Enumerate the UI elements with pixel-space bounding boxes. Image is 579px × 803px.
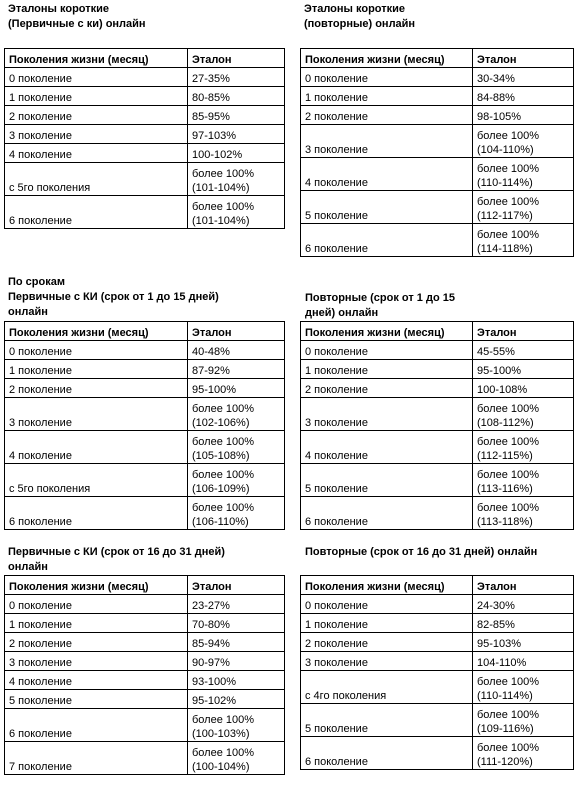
- table-row: [301, 87, 574, 106]
- generation-cell: 3 поколение: [5, 652, 188, 671]
- header-etalon: Эталон: [188, 49, 285, 68]
- etalon-cell: [188, 106, 285, 125]
- etalon-cell: [473, 68, 574, 87]
- generation-cell: с 5го поколения: [5, 163, 188, 196]
- header-etalon: Эталон: [188, 322, 285, 341]
- table-row: [5, 196, 285, 229]
- generation-cell: 5 поколение: [301, 704, 473, 737]
- etalon-value-line: 40-48%: [192, 346, 230, 358]
- etalon-value-line: (100-104%): [192, 761, 250, 773]
- table-row: [5, 497, 285, 530]
- etalon-cell: [473, 464, 574, 497]
- etalon-cell: [188, 87, 285, 106]
- generation-cell: 1 поколение: [301, 360, 473, 379]
- etalon-value-line: 30-34%: [477, 73, 515, 85]
- etalon-cell: [473, 652, 574, 671]
- etalon-cell: [188, 163, 285, 196]
- etalon-cell: [188, 633, 285, 652]
- etalon-cell: [188, 709, 285, 742]
- generation-cell: 1 поколение: [5, 360, 188, 379]
- section-title: [305, 291, 455, 321]
- etalon-value-line: более 100%: [477, 502, 540, 514]
- etalon-cell: [188, 497, 285, 530]
- etalon-value-line: более 100%: [477, 403, 540, 415]
- generation-cell: 3 поколение: [5, 398, 188, 431]
- generation-cell: 6 поколение: [301, 497, 473, 530]
- etalon-value-line: 27-35%: [192, 73, 230, 85]
- generation-cell: 2 поколение: [301, 106, 473, 125]
- etalon-value-line: 24-30%: [477, 600, 515, 612]
- generation-cell: 6 поколение: [301, 737, 473, 770]
- table-row: [5, 163, 285, 196]
- section-title-line: Первичные с КИ (срок от 16 до 31 дней): [8, 546, 225, 558]
- generation-cell: 4 поколение: [301, 158, 473, 191]
- etalon-table: [4, 48, 285, 229]
- etalon-cell: [473, 398, 574, 431]
- generation-cell: 6 поколение: [5, 709, 188, 742]
- etalon-value-line: более 100%: [477, 229, 540, 241]
- etalon-value-line: 104-110%: [477, 657, 527, 669]
- etalon-value-line: 95-100%: [192, 384, 237, 396]
- etalon-cell: [473, 224, 574, 257]
- table-header-row: [301, 322, 574, 341]
- table-row: [301, 379, 574, 398]
- etalon-cell: [188, 125, 285, 144]
- etalon-cell: [473, 191, 574, 224]
- header-etalon: Эталон: [473, 49, 574, 68]
- etalon-cell: [473, 595, 574, 614]
- table-row: [301, 497, 574, 530]
- etalon-cell: [188, 379, 285, 398]
- generation-cell: 5 поколение: [301, 464, 473, 497]
- generation-cell: с 4го поколения: [301, 671, 473, 704]
- etalon-value-line: более 100%: [477, 469, 540, 481]
- etalon-value-line: (110-114%): [477, 177, 533, 189]
- table-row: [5, 595, 285, 614]
- table-row: [301, 737, 574, 770]
- etalon-cell: [473, 704, 574, 737]
- table-row: [301, 671, 574, 704]
- table-row: [301, 398, 574, 431]
- etalon-cell: [473, 158, 574, 191]
- section-title-line: Повторные (срок от 1 до 15: [305, 292, 455, 304]
- etalon-cell: [473, 633, 574, 652]
- etalon-table: [4, 575, 285, 775]
- etalon-value-line: 23-27%: [192, 600, 230, 612]
- etalon-cell: [473, 737, 574, 770]
- table-row: [5, 633, 285, 652]
- table-row: [5, 652, 285, 671]
- table-row: [301, 341, 574, 360]
- table-header-row: [5, 322, 285, 341]
- etalon-value-line: более 100%: [477, 196, 540, 208]
- generation-cell: 1 поколение: [5, 87, 188, 106]
- etalon-value-line: (102-106%): [192, 417, 250, 429]
- etalon-value-line: (101-104%): [192, 215, 250, 227]
- table-row: [5, 690, 285, 709]
- table-row: [5, 341, 285, 360]
- etalon-value-line: 85-95%: [192, 111, 230, 123]
- table-row: [5, 464, 285, 497]
- etalon-cell: [188, 360, 285, 379]
- etalon-cell: [188, 595, 285, 614]
- generation-cell: 6 поколение: [5, 497, 188, 530]
- etalon-value-line: (114-118%): [477, 243, 533, 255]
- header-etalon: Эталон: [188, 576, 285, 595]
- generation-cell: 6 поколение: [5, 196, 188, 229]
- generation-cell: 4 поколение: [301, 431, 473, 464]
- etalon-value-line: более 100%: [477, 436, 540, 448]
- etalon-value-line: (106-110%): [192, 516, 249, 528]
- etalon-cell: [188, 431, 285, 464]
- etalon-value-line: более 100%: [477, 163, 540, 175]
- section-title-line: Первичные с КИ (срок от 1 до 15 дней): [8, 291, 219, 303]
- generation-cell: 0 поколение: [301, 341, 473, 360]
- etalon-cell: [473, 125, 574, 158]
- etalon-value-line: 82-85%: [477, 619, 515, 631]
- etalon-cell: [473, 614, 574, 633]
- etalon-value-line: (109-116%): [477, 723, 534, 735]
- etalon-value-line: 87-92%: [192, 365, 230, 377]
- etalon-cell: [473, 379, 574, 398]
- etalon-table: [4, 321, 285, 530]
- header-generation: Поколения жизни (месяц): [301, 576, 473, 595]
- table-row: [301, 464, 574, 497]
- etalon-value-line: 80-85%: [192, 92, 230, 104]
- generation-cell: 1 поколение: [301, 87, 473, 106]
- etalon-table: [300, 321, 574, 530]
- generation-cell: 2 поколение: [5, 633, 188, 652]
- table-row: [301, 652, 574, 671]
- generation-cell: 2 поколение: [5, 106, 188, 125]
- table-header-row: [5, 576, 285, 595]
- generation-cell: 0 поколение: [5, 68, 188, 87]
- table-row: [5, 614, 285, 633]
- etalon-value-line: более 100%: [192, 469, 255, 481]
- etalon-value-line: 98-105%: [477, 111, 522, 123]
- generation-cell: 4 поколение: [5, 431, 188, 464]
- generation-cell: 7 поколение: [5, 742, 188, 775]
- etalon-cell: [473, 341, 574, 360]
- etalon-value-line: 95-103%: [477, 638, 522, 650]
- etalon-value-line: 95-100%: [477, 365, 522, 377]
- etalon-value-line: (112-117%): [477, 210, 533, 222]
- generation-cell: 3 поколение: [5, 125, 188, 144]
- header-generation: Поколения жизни (месяц): [301, 49, 473, 68]
- header-etalon: Эталон: [473, 576, 574, 595]
- etalon-cell: [188, 341, 285, 360]
- section-title-line: Эталоны короткие: [304, 3, 406, 15]
- etalon-value-line: 93-100%: [192, 676, 237, 688]
- section-title: [305, 545, 537, 560]
- table-row: [5, 431, 285, 464]
- etalon-value-line: (101-104%): [192, 182, 250, 194]
- etalon-value-line: 100-108%: [477, 384, 528, 396]
- section-title-line: Эталоны короткие: [8, 3, 110, 15]
- etalon-cell: [188, 144, 285, 163]
- header-etalon: Эталон: [473, 322, 574, 341]
- generation-cell: 0 поколение: [5, 595, 188, 614]
- etalon-value-line: более 100%: [192, 201, 255, 213]
- section-title-line: онлайн: [8, 306, 48, 318]
- header-generation: Поколения жизни (месяц): [5, 49, 188, 68]
- etalon-value-line: более 100%: [477, 742, 540, 754]
- etalon-value-line: 97-103%: [192, 130, 237, 142]
- generation-cell: 3 поколение: [301, 125, 473, 158]
- etalon-cell: [473, 431, 574, 464]
- table-row: [301, 595, 574, 614]
- table-row: [301, 633, 574, 652]
- generation-cell: 2 поколение: [5, 379, 188, 398]
- generation-cell: 5 поколение: [301, 191, 473, 224]
- etalon-value-line: более 100%: [477, 130, 540, 142]
- table-row: [5, 87, 285, 106]
- section-title-line: (повторные) онлайн: [304, 18, 416, 30]
- etalon-value-line: (110-114%): [477, 690, 533, 702]
- etalon-value-line: (112-115%): [477, 450, 533, 462]
- etalon-value-line: более 100%: [477, 709, 540, 721]
- etalon-value-line: 85-94%: [192, 638, 230, 650]
- generation-cell: 2 поколение: [301, 379, 473, 398]
- etalon-value-line: (108-112%): [477, 417, 534, 429]
- etalon-value-line: (113-116%): [477, 483, 533, 495]
- generation-cell: 3 поколение: [301, 652, 473, 671]
- section-title-line: дней) онлайн: [305, 307, 379, 319]
- table-row: [5, 106, 285, 125]
- generation-cell: 5 поколение: [5, 690, 188, 709]
- etalon-value-line: более 100%: [477, 676, 540, 688]
- etalon-value-line: более 100%: [192, 502, 255, 514]
- section-title: [8, 2, 146, 32]
- etalon-value-line: 84-88%: [477, 92, 515, 104]
- etalon-cell: [188, 614, 285, 633]
- etalon-value-line: 70-80%: [192, 619, 230, 631]
- table-row: [5, 742, 285, 775]
- etalon-value-line: более 100%: [192, 714, 255, 726]
- header-generation: Поколения жизни (месяц): [5, 322, 188, 341]
- etalon-cell: [188, 196, 285, 229]
- etalon-cell: [188, 68, 285, 87]
- generation-cell: 2 поколение: [301, 633, 473, 652]
- section-title: [8, 545, 225, 575]
- etalon-value-line: 90-97%: [192, 657, 230, 669]
- etalon-cell: [188, 398, 285, 431]
- section-title-line: (Первичные с ки) онлайн: [8, 18, 146, 30]
- etalon-table: [300, 575, 574, 770]
- etalon-cell: [473, 87, 574, 106]
- etalon-cell: [188, 652, 285, 671]
- etalon-value-line: более 100%: [192, 168, 255, 180]
- table-row: [301, 106, 574, 125]
- table-row: [5, 125, 285, 144]
- etalon-value-line: более 100%: [192, 403, 255, 415]
- etalon-cell: [188, 690, 285, 709]
- table-row: [301, 68, 574, 87]
- section-title-line: онлайн: [8, 561, 48, 573]
- generation-cell: 4 поколение: [5, 671, 188, 690]
- table-header-row: [5, 49, 285, 68]
- etalon-value-line: (105-108%): [192, 450, 250, 462]
- table-row: [301, 191, 574, 224]
- table-row: [5, 379, 285, 398]
- etalon-value-line: 95-102%: [192, 695, 237, 707]
- table-row: [5, 671, 285, 690]
- table-row: [301, 704, 574, 737]
- generation-cell: 1 поколение: [301, 614, 473, 633]
- section-title: [304, 2, 415, 32]
- table-row: [5, 68, 285, 87]
- etalon-value-line: (106-109%): [192, 483, 250, 495]
- table-header-row: [301, 576, 574, 595]
- table-row: [301, 224, 574, 257]
- generation-cell: 3 поколение: [301, 398, 473, 431]
- generation-cell: с 5го поколения: [5, 464, 188, 497]
- table-row: [301, 158, 574, 191]
- etalon-cell: [473, 106, 574, 125]
- etalon-table: [300, 48, 574, 257]
- generation-cell: 6 поколение: [301, 224, 473, 257]
- header-generation: Поколения жизни (месяц): [301, 322, 473, 341]
- etalon-value-line: более 100%: [192, 747, 255, 759]
- section-title: [8, 275, 219, 320]
- generation-cell: 0 поколение: [5, 341, 188, 360]
- etalon-cell: [473, 497, 574, 530]
- etalon-cell: [473, 671, 574, 704]
- table-row: [301, 125, 574, 158]
- etalon-cell: [188, 742, 285, 775]
- section-title-line: Повторные (срок от 16 до 31 дней) онлайн: [305, 546, 538, 558]
- etalon-value-line: 100-102%: [192, 149, 243, 161]
- etalon-cell: [473, 360, 574, 379]
- etalon-value-line: (111-120%): [477, 756, 533, 768]
- etalon-value-line: (113-118%): [477, 516, 533, 528]
- table-row: [5, 398, 285, 431]
- table-row: [5, 144, 285, 163]
- table-row: [301, 431, 574, 464]
- generation-cell: 0 поколение: [301, 595, 473, 614]
- table-row: [301, 360, 574, 379]
- table-row: [301, 614, 574, 633]
- generation-cell: 0 поколение: [301, 68, 473, 87]
- header-generation: Поколения жизни (месяц): [5, 576, 188, 595]
- etalon-value-line: 45-55%: [477, 346, 515, 358]
- table-header-row: [301, 49, 574, 68]
- table-row: [5, 360, 285, 379]
- etalon-cell: [188, 671, 285, 690]
- etalon-cell: [188, 464, 285, 497]
- section-title-line: По срокам: [8, 276, 65, 288]
- generation-cell: 1 поколение: [5, 614, 188, 633]
- etalon-value-line: (100-103%): [192, 728, 250, 740]
- generation-cell: 4 поколение: [5, 144, 188, 163]
- table-row: [5, 709, 285, 742]
- etalon-value-line: более 100%: [192, 436, 255, 448]
- etalon-value-line: (104-110%): [477, 144, 534, 156]
